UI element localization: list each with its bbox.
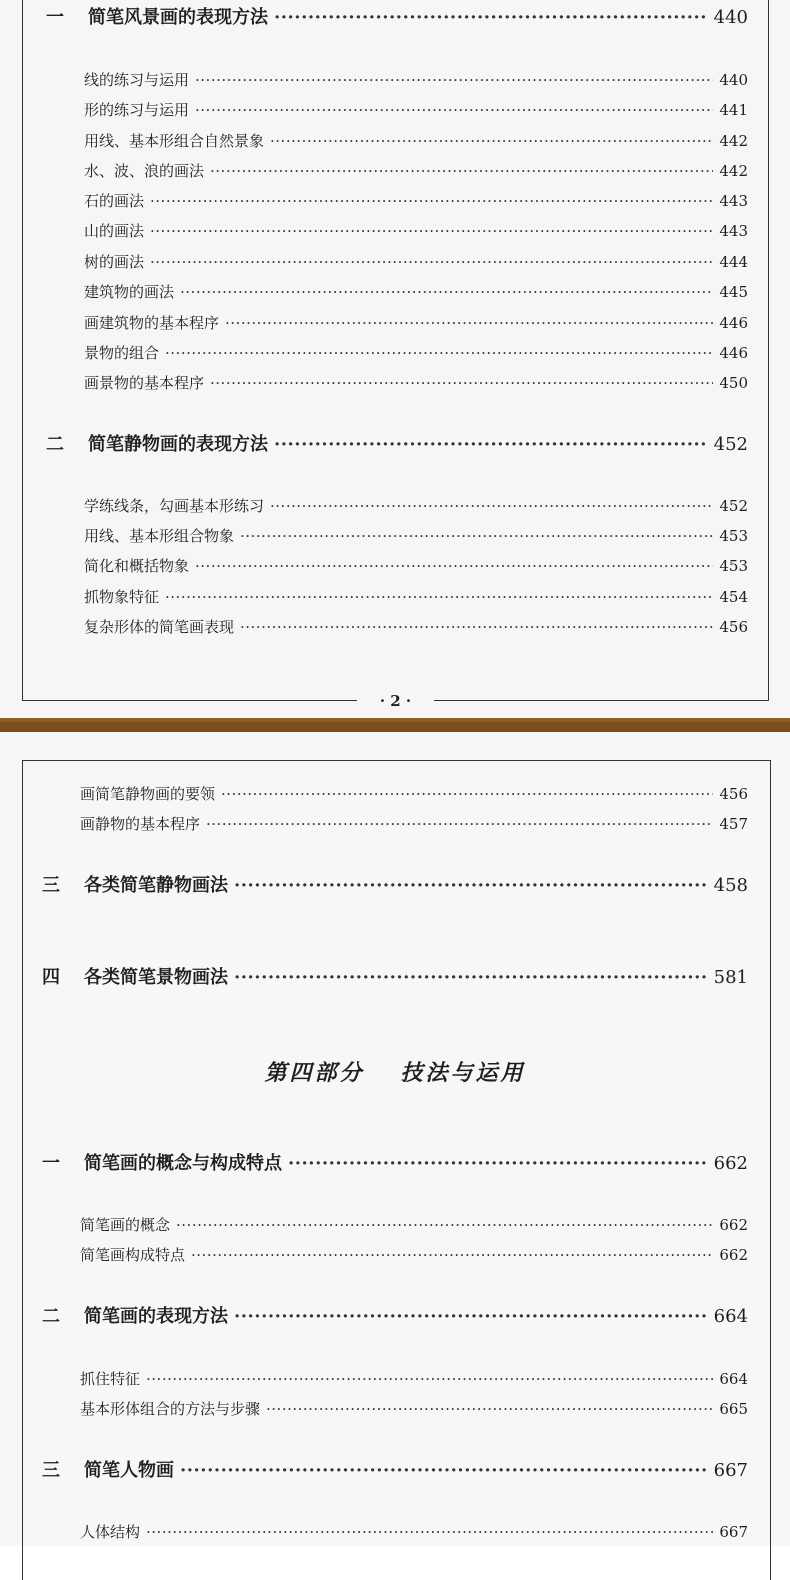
part-label: 第四部分 [264,1060,365,1086]
dot-leader [180,1459,708,1483]
entry-title [46,433,268,457]
toc-section-entry [84,313,748,333]
entry-title: 抓住特征 [80,1370,141,1388]
toc-section-entry [84,556,748,576]
page-ref: 664 [719,1370,748,1388]
entry-title: 水、波、浪的画法 [84,162,205,180]
dot-leader [191,1245,713,1265]
dot-leader [195,100,713,120]
chapter-title: 简笔静物画的表现方法 [88,434,268,455]
dot-leader [165,587,713,607]
toc-section-entry [84,587,748,607]
dot-leader [180,282,713,302]
footer-rule-right [434,700,769,701]
chapter-number: 一 [46,7,64,28]
toc-section-entry [84,617,748,637]
entry-title [42,1152,282,1176]
dot-leader [146,1522,713,1542]
dot-leader [150,221,713,241]
dot-leader [210,373,713,393]
toc-section-entry [84,282,748,302]
entry-title: 简笔画构成特点 [80,1246,186,1264]
entry-title: 画静物的基本程序 [80,815,201,833]
page-ref: 442 [719,162,748,180]
entry-title [42,966,228,990]
toc-section-entry [80,1245,748,1265]
toc-page-bottom [0,732,790,1546]
dot-leader [146,1369,713,1389]
toc-section-entry [84,221,748,241]
toc-section-entry [84,70,748,90]
toc-section-entry [80,784,748,804]
toc-chapter-entry [42,966,748,990]
dot-leader [165,343,713,363]
page-divider [0,718,790,732]
toc-section-entry [84,252,748,272]
chapter-title: 简笔人物画 [84,1460,174,1481]
dot-leader [150,252,713,272]
entry-title: 建筑物的画法 [84,283,175,301]
entry-title [46,6,268,30]
toc-chapter-entry [42,1152,748,1176]
page-ref: 452 [719,497,748,515]
entry-title: 形的练习与运用 [84,101,190,119]
entry-title: 线的练习与运用 [84,71,190,89]
dot-leader [221,784,713,804]
page-ref: 453 [719,557,748,575]
dot-leader [266,1399,713,1419]
toc-chapter-entry [42,1305,748,1329]
part-name: 技法与运用 [400,1060,526,1086]
chapter-number: 四 [42,967,60,988]
chapter-title: 简笔风景画的表现方法 [88,7,268,28]
page-ref: 442 [719,132,748,150]
page-ref: 453 [719,527,748,545]
toc-section-entry [84,496,748,516]
chapter-number: 三 [42,1460,60,1481]
entry-title [42,1459,174,1483]
entry-title: 画建筑物的基本程序 [84,314,220,332]
entry-title: 树的画法 [84,253,145,271]
toc-chapter-entry [46,6,748,30]
dot-leader [195,70,713,90]
entry-title: 学练线条，勾画基本形练习 [84,497,265,515]
toc-section-entry [80,1369,748,1389]
entry-title: 画景物的基本程序 [84,374,205,392]
chapter-title: 简笔画的概念与构成特点 [84,1153,282,1174]
dot-leader [195,556,713,576]
dot-leader [274,6,708,30]
entry-title: 基本形体组合的方法与步骤 [80,1400,261,1418]
page-ref: 443 [719,192,748,210]
page-ref: 456 [719,785,748,803]
dot-leader [270,131,713,151]
entry-title: 山的画法 [84,222,145,240]
toc-section-entry [84,526,748,546]
page-ref: 443 [719,222,748,240]
dot-leader [234,874,708,898]
toc-section-entry [80,814,748,834]
toc-section-entry [84,161,748,181]
page-ref: 662 [713,1153,748,1174]
page-footer [22,690,769,712]
page-ref: 440 [719,71,748,89]
toc-section-entry [84,191,748,211]
page-ref: 441 [719,101,748,119]
part-title [0,1056,790,1087]
entry-title: 画简笔静物画的要领 [80,785,216,803]
dot-leader [225,313,713,333]
toc-section-entry [80,1215,748,1235]
dot-leader [270,496,713,516]
page-ref: 456 [719,618,748,636]
entry-title: 简化和概括物象 [84,557,190,575]
entry-title: 景物的组合 [84,344,160,362]
page-ref: 445 [719,283,748,301]
entry-title: 抓物象特征 [84,588,160,606]
toc-section-entry [80,1522,748,1542]
toc-section-entry [80,1399,748,1419]
entry-title: 复杂形体的简笔画表现 [84,618,235,636]
toc-chapter-entry [46,433,748,457]
chapter-title: 各类简笔静物画法 [84,875,228,896]
page-number: · 2 · [379,692,412,710]
dot-leader [206,814,713,834]
dot-leader [240,526,713,546]
dot-leader [234,1305,708,1329]
toc-section-entry [84,343,748,363]
chapter-number: 二 [42,1306,60,1327]
page-ref: 665 [719,1400,748,1418]
entry-title: 石的画法 [84,192,145,210]
page-ref: 458 [713,875,748,896]
page-ref: 440 [713,7,748,28]
entry-title [42,874,228,898]
page-ref: 452 [713,434,748,455]
page-ref: 667 [719,1523,748,1541]
chapter-title: 简笔画的表现方法 [84,1306,228,1327]
toc-section-entry [84,373,748,393]
page-ref: 454 [719,588,748,606]
dot-leader [288,1152,708,1176]
chapter-title: 各类简笔景物画法 [84,967,228,988]
toc-section-entry [84,131,748,151]
entry-title [42,1305,228,1329]
toc-chapter-entry [42,1459,748,1483]
entry-title: 人体结构 [80,1523,141,1541]
page-ref: 664 [713,1306,748,1327]
dot-leader [274,433,708,457]
page-ref: 444 [719,253,748,271]
dot-leader [176,1215,713,1235]
entry-title: 简笔画的概念 [80,1216,171,1234]
dot-leader [240,617,713,637]
toc-section-entry [84,100,748,120]
chapter-number: 二 [46,434,64,455]
page-ref: 667 [713,1460,748,1481]
page-ref: 457 [719,815,748,833]
dot-leader [210,161,713,181]
page-ref: 662 [719,1246,748,1264]
page-ref: 662 [719,1216,748,1234]
toc-chapter-entry [42,874,748,898]
page-ref: 446 [719,344,748,362]
page-ref: 450 [719,374,748,392]
entry-title: 用线、基本形组合自然景象 [84,132,265,150]
chapter-number: 三 [42,875,60,896]
page-ref: 581 [713,967,748,988]
dot-leader [234,966,708,990]
chapter-number: 一 [42,1153,60,1174]
entry-title: 用线、基本形组合物象 [84,527,235,545]
page-ref: 446 [719,314,748,332]
dot-leader [150,191,713,211]
footer-rule-left [22,700,357,701]
